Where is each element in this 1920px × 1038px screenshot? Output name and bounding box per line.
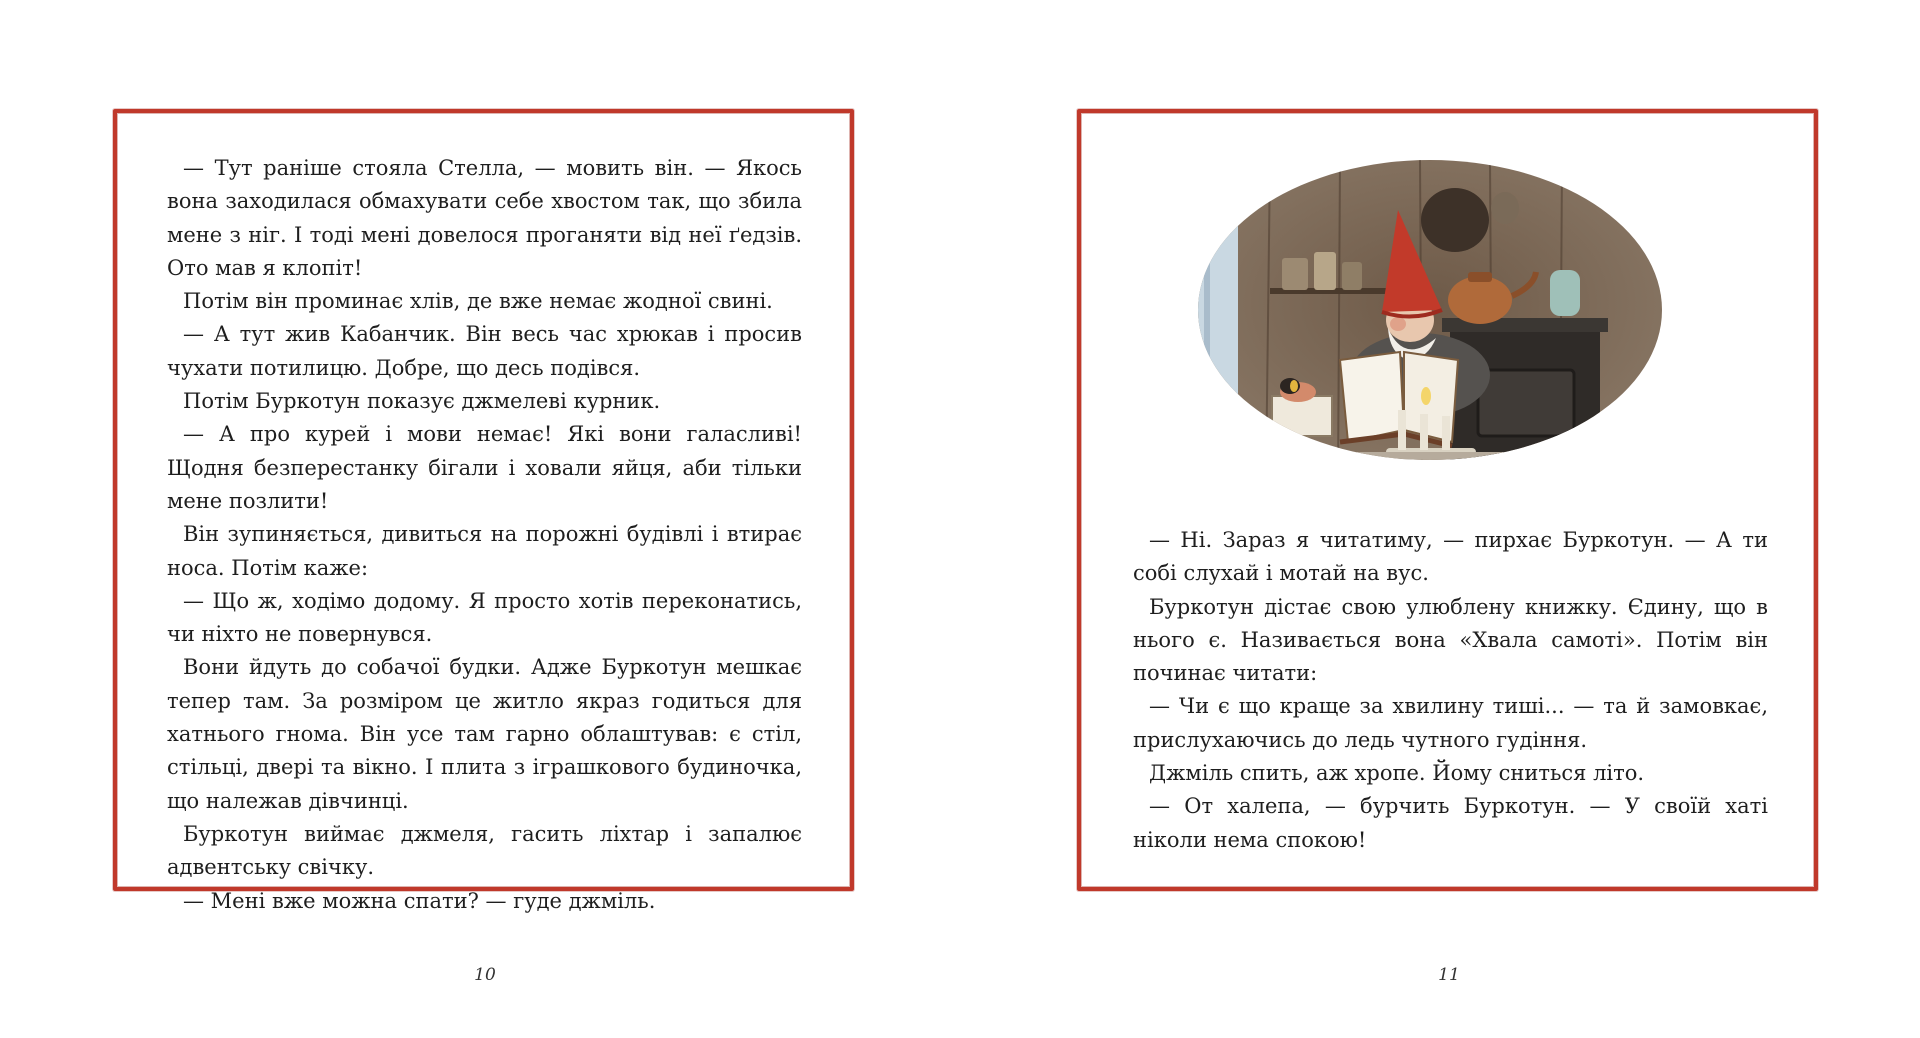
paragraph: — А тут жив Кабанчик. Він весь час хрюкав і просив чухати потилицю. Добре, що десь подівся. bbox=[167, 322, 802, 380]
paragraph: — Чи є що краще за хвилину тиші... — та й замовкає, прислухаючись до ледь чутного гудіння. bbox=[1133, 694, 1768, 752]
paragraph: — Що ж, ходімо додому. Я просто хотів переконатись, чи ніхто не повернувся. bbox=[167, 588, 802, 647]
page-number-right: 11 bbox=[1438, 965, 1460, 985]
paragraph: — Мені вже можна спати? — гуде джміль. bbox=[183, 888, 656, 913]
right-page-text bbox=[1133, 524, 1768, 857]
page-number-left: 10 bbox=[474, 965, 496, 985]
paragraph: Потім Буркотун показує джмелеві курник. bbox=[183, 389, 661, 414]
paragraph: — От халепа, — бурчить Буркотун. — У своїй хаті ніколи нема спокою! bbox=[1133, 794, 1768, 852]
paragraph: — Ні. Зараз я читатиму, — пирхає Буркотун. — А ти собі слухай і мотай на вус. bbox=[1133, 528, 1768, 586]
paragraph: Джміль спить, аж хропе. Йому сниться літо. bbox=[1149, 761, 1645, 786]
paragraph: Він зупиняється, дивиться на порожні будівлі і втирає носа. Потім каже: bbox=[167, 522, 802, 580]
paragraph: Буркотун дістає свою улюблену книжку. Єдину, що в нього є. Називається вона «Хвала самоті». Потім він починає читати: bbox=[1133, 594, 1768, 686]
paragraph: Вони йдуть до собачої будки. Адже Буркотун мешкає тепер там. За розміром це житло якраз годиться для хатнього гнома. Він усе там гарно облаштував: є стіл, стільці, двері та вікно. І плита з іграшкового будиночка, що належав дівчинці. bbox=[167, 655, 802, 813]
gnome-reading-illustration bbox=[1190, 160, 1670, 480]
paragraph: — Тут раніше стояла Стелла, — мовить він. — Якось вона заходилася обмахувати себе хвостом так, що збила мене з ніг. І тоді мені довелося проганяти від неї ґедзів. Ото мав я клопіт! bbox=[167, 156, 802, 280]
paragraph: Буркотун виймає джмеля, гасить ліхтар і запалює адвентську свічку. bbox=[167, 821, 802, 880]
left-page-text bbox=[167, 152, 802, 918]
paragraph: Потім він проминає хлів, де вже немає жодної свині. bbox=[183, 289, 773, 314]
paragraph: — А про курей і мови немає! Які вони галасливі! Щодня безперестанку бігали і ховали яйця, аби тільки мене позлити! bbox=[167, 422, 802, 513]
